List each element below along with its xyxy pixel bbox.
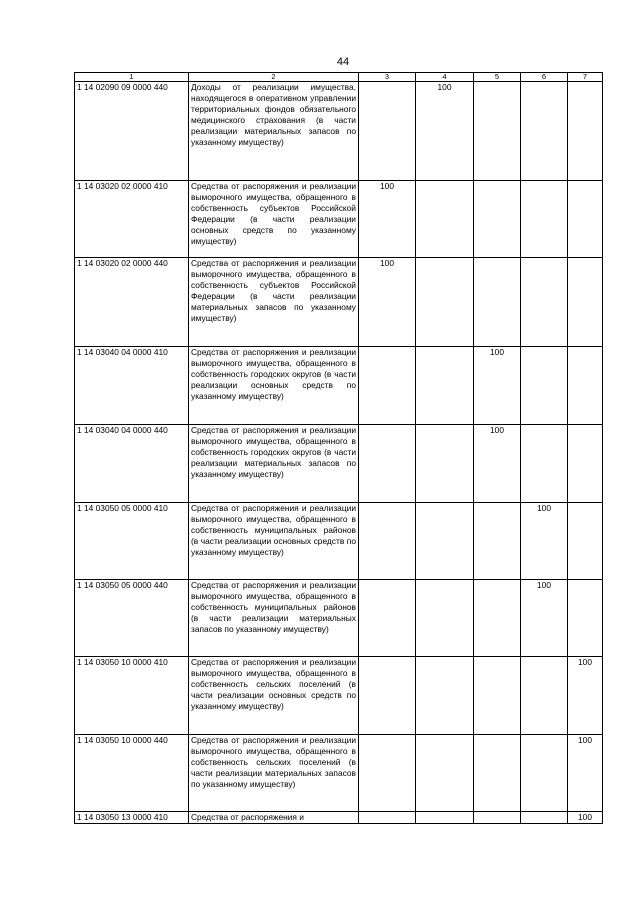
value-cell: [416, 735, 474, 812]
value-cell: [568, 181, 603, 258]
value-cell: [416, 258, 474, 347]
page-number: 44: [336, 56, 350, 68]
column-header: 2: [189, 73, 359, 82]
budget-code: 1 14 02090 09 0000 440: [75, 82, 189, 181]
column-number-row: [75, 73, 603, 82]
value-cell: 100: [474, 425, 521, 503]
column-header: 3: [359, 73, 416, 82]
value-cell: [568, 258, 603, 347]
value-cell: [474, 657, 521, 735]
value-cell: 100: [568, 657, 603, 735]
value-cell: [359, 657, 416, 735]
column-header: 7: [568, 73, 603, 82]
table-row: [75, 503, 603, 580]
value-cell: 100: [416, 82, 474, 181]
value-cell: [359, 812, 416, 824]
revenue-description: Средства от распоряжения и: [189, 812, 359, 824]
value-cell: [474, 258, 521, 347]
value-cell: [416, 503, 474, 580]
table-row: [75, 812, 603, 824]
value-cell: [521, 425, 568, 503]
value-cell: [474, 503, 521, 580]
value-cell: [474, 812, 521, 824]
value-cell: [521, 812, 568, 824]
table-row: [75, 580, 603, 657]
table-row: [75, 425, 603, 503]
value-cell: [359, 735, 416, 812]
value-cell: 100: [568, 812, 603, 824]
budget-code: 1 14 03050 13 0000 410: [75, 812, 189, 824]
value-cell: [568, 425, 603, 503]
value-cell: 100: [474, 347, 521, 425]
revenue-description: Средства от распоряжения и реализации выморочного имущества, обращенного в собственность городских округов (в части реализации основных средств по указанному имуществу): [189, 347, 359, 425]
value-cell: 100: [359, 181, 416, 258]
budget-code: 1 14 03050 05 0000 440: [75, 580, 189, 657]
revenue-description: Средства от распоряжения и реализации выморочного имущества, обращенного в собственность субъектов Российской Федерации (в части реализации материальных запасов по указанному имуществу): [189, 258, 359, 347]
value-cell: [474, 82, 521, 181]
value-cell: [359, 425, 416, 503]
revenue-description: Средства от распоряжения и реализации выморочного имущества, обращенного в собственность муниципальных районов (в части реализации материальных запасов по указанному имуществу): [189, 580, 359, 657]
value-cell: [568, 580, 603, 657]
value-cell: [474, 735, 521, 812]
value-cell: [568, 82, 603, 181]
budget-code: 1 14 03050 10 0000 440: [75, 735, 189, 812]
value-cell: 100: [521, 580, 568, 657]
value-cell: [521, 657, 568, 735]
budget-code: 1 14 03020 02 0000 440: [75, 258, 189, 347]
value-cell: [359, 82, 416, 181]
value-cell: [521, 181, 568, 258]
revenue-description: Средства от распоряжения и реализации выморочного имущества, обращенного в собственность сельских поселений (в части реализации основных средств по указанному имуществу): [189, 657, 359, 735]
value-cell: [474, 181, 521, 258]
value-cell: [521, 258, 568, 347]
table-row: [75, 347, 603, 425]
value-cell: [568, 503, 603, 580]
value-cell: [416, 657, 474, 735]
value-cell: [521, 82, 568, 181]
revenue-description: Средства от распоряжения и реализации выморочного имущества, обращенного в собственность муниципальных районов (в части реализации основных средств по указанному имуществу): [189, 503, 359, 580]
revenue-description: Средства от распоряжения и реализации выморочного имущества, обращенного в собственность субъектов Российской Федерации (в части реализации основных средств по указанному имуществу): [189, 181, 359, 258]
value-cell: 100: [568, 735, 603, 812]
column-header: 1: [75, 73, 189, 82]
table-row: [75, 258, 603, 347]
value-cell: [568, 347, 603, 425]
table-row: [75, 657, 603, 735]
value-cell: [416, 425, 474, 503]
revenue-description: Средства от распоряжения и реализации выморочного имущества, обращенного в собственность городских округов (в части реализации материальных запасов по указанному имуществу): [189, 425, 359, 503]
table-row: [75, 82, 603, 181]
value-cell: 100: [359, 258, 416, 347]
value-cell: [416, 181, 474, 258]
table-row: [75, 181, 603, 258]
column-header: 4: [416, 73, 474, 82]
revenue-description: Средства от распоряжения и реализации выморочного имущества, обращенного в собственность сельских поселений (в части реализации материальных запасов по указанному имуществу): [189, 735, 359, 812]
value-cell: [359, 580, 416, 657]
value-cell: [416, 812, 474, 824]
value-cell: [359, 503, 416, 580]
budget-table: [74, 72, 603, 824]
value-cell: [416, 580, 474, 657]
table-row: [75, 735, 603, 812]
value-cell: [521, 347, 568, 425]
budget-code: 1 14 03020 02 0000 410: [75, 181, 189, 258]
column-header: 6: [521, 73, 568, 82]
value-cell: [521, 735, 568, 812]
revenue-description: Доходы от реализации имущества, находящегося в оперативном управлении территориальных фондов обязательного медицинского страхования (в части реализации материальных запасов по указанному имуществу): [189, 82, 359, 181]
value-cell: [416, 347, 474, 425]
value-cell: [474, 580, 521, 657]
value-cell: 100: [521, 503, 568, 580]
budget-code: 1 14 03040 04 0000 440: [75, 425, 189, 503]
budget-code: 1 14 03050 05 0000 410: [75, 503, 189, 580]
budget-code: 1 14 03050 10 0000 410: [75, 657, 189, 735]
value-cell: [359, 347, 416, 425]
budget-code: 1 14 03040 04 0000 410: [75, 347, 189, 425]
column-header: 5: [474, 73, 521, 82]
